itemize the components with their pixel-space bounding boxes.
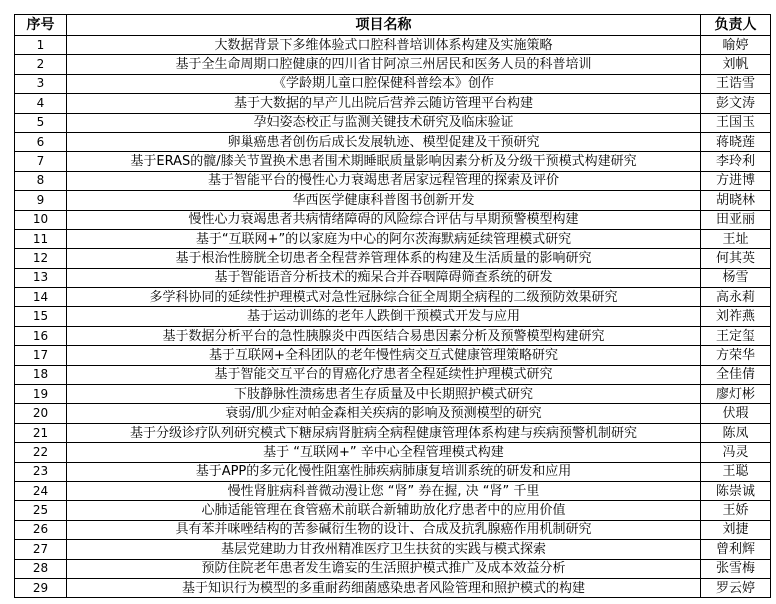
row-project-name: 基于智能语音分析技术的痴呆合并吞咽障碍筛查系统的研发 xyxy=(67,268,701,287)
row-index: 19 xyxy=(15,385,67,404)
table-row xyxy=(15,74,771,93)
row-owner: 冯灵 xyxy=(701,443,771,462)
row-project-name: 孕妇姿态校正与监测关键技术研究及临床验证 xyxy=(67,113,701,132)
row-owner: 杨雪 xyxy=(701,268,771,287)
header-index: 序号 xyxy=(15,15,67,36)
table-row xyxy=(15,501,771,520)
row-project-name: 基于根治性膀胱全切患者全程营养管理体系的构建及生活质量的影响研究 xyxy=(67,249,701,268)
row-owner: 王定玺 xyxy=(701,326,771,345)
table-row xyxy=(15,559,771,578)
row-project-name: 基于APP的多元化慢性阻塞性肺疾病肺康复培训系统的研发和应用 xyxy=(67,462,701,481)
table-row xyxy=(15,36,771,55)
row-index: 10 xyxy=(15,210,67,229)
row-index: 29 xyxy=(15,578,67,597)
row-owner: 田亚丽 xyxy=(701,210,771,229)
row-index: 8 xyxy=(15,171,67,190)
table-row xyxy=(15,520,771,539)
row-index: 2 xyxy=(15,55,67,74)
row-index: 1 xyxy=(15,36,67,55)
row-owner: 陈崇诚 xyxy=(701,481,771,500)
table-row xyxy=(15,229,771,248)
row-project-name: 基于全生命周期口腔健康的四川省甘阿凉三州居民和医务人员的科普培训 xyxy=(67,55,701,74)
row-project-name: 衰弱/肌少症对帕金森相关疾病的影响及预测模型的研究 xyxy=(67,404,701,423)
table-row xyxy=(15,210,771,229)
row-owner: 刘捷 xyxy=(701,520,771,539)
row-owner: 刘帆 xyxy=(701,55,771,74)
row-index: 4 xyxy=(15,94,67,113)
table-row xyxy=(15,307,771,326)
row-index: 25 xyxy=(15,501,67,520)
row-project-name: 基于ERAS的髋/膝关节置换术患者围术期睡眠质量影响因素分析及分级干预模式构建研究 xyxy=(67,152,701,171)
row-owner: 王娇 xyxy=(701,501,771,520)
row-project-name: 基于知识行为模型的多重耐药细菌感染患者风险管理和照护模式的构建 xyxy=(67,578,701,597)
table-row xyxy=(15,423,771,442)
table-row xyxy=(15,404,771,423)
row-project-name: 基于分级诊疗队列研究模式下糖尿病肾脏病全病程健康管理体系构建与疾病预警机制研究 xyxy=(67,423,701,442)
table-row xyxy=(15,578,771,597)
row-index: 23 xyxy=(15,462,67,481)
table-row xyxy=(15,268,771,287)
row-owner: 伏瑕 xyxy=(701,404,771,423)
header-owner: 负责人 xyxy=(701,15,771,36)
row-index: 12 xyxy=(15,249,67,268)
row-index: 17 xyxy=(15,346,67,365)
row-owner: 陈凤 xyxy=(701,423,771,442)
row-project-name: 多学科协同的延续性护理模式对急性冠脉综合征全周期全病程的二级预防效果研究 xyxy=(67,288,701,307)
row-index: 27 xyxy=(15,540,67,559)
row-project-name: 基于智能交互平台的胃癌化疗患者全程延续性护理模式研究 xyxy=(67,365,701,384)
row-index: 21 xyxy=(15,423,67,442)
row-owner: 王址 xyxy=(701,229,771,248)
row-index: 22 xyxy=(15,443,67,462)
project-table xyxy=(14,14,771,598)
table-row xyxy=(15,191,771,210)
row-project-name: 基于智能平台的慢性心力衰竭患者居家远程管理的探索及评价 xyxy=(67,171,701,190)
row-owner: 喻婷 xyxy=(701,36,771,55)
row-project-name: 华西医学健康科普图书创新开发 xyxy=(67,191,701,210)
row-owner: 蒋晓莲 xyxy=(701,132,771,151)
row-index: 3 xyxy=(15,74,67,93)
row-index: 20 xyxy=(15,404,67,423)
row-index: 15 xyxy=(15,307,67,326)
row-index: 13 xyxy=(15,268,67,287)
row-project-name: 慢性肾脏病科普微动漫让您 “肾” 券在握, 决 “肾” 千里 xyxy=(67,481,701,500)
row-project-name: 心肺适能管理在食管癌术前联合新辅助放化疗患者中的应用价值 xyxy=(67,501,701,520)
table-row xyxy=(15,152,771,171)
row-owner: 廖灯彬 xyxy=(701,385,771,404)
row-owner: 高永莉 xyxy=(701,288,771,307)
table-row xyxy=(15,132,771,151)
row-project-name: 下肢静脉性溃疡患者生存质量及中长期照护模式研究 xyxy=(67,385,701,404)
row-owner: 李玲利 xyxy=(701,152,771,171)
table-row xyxy=(15,249,771,268)
row-owner: 王国玉 xyxy=(701,113,771,132)
row-index: 6 xyxy=(15,132,67,151)
row-project-name: 基于运动训练的老年人跌倒干预模式开发与应用 xyxy=(67,307,701,326)
table-row xyxy=(15,481,771,500)
row-project-name: 卵巢癌患者创伤后成长发展轨迹、模型促建及干预研究 xyxy=(67,132,701,151)
row-project-name: 基层党建助力甘孜州精准医疗卫生扶贫的实践与模式探索 xyxy=(67,540,701,559)
row-project-name: 基于“互联网+”的以家庭为中心的阿尔茨海默病延续管理模式研究 xyxy=(67,229,701,248)
row-index: 26 xyxy=(15,520,67,539)
row-index: 16 xyxy=(15,326,67,345)
row-index: 28 xyxy=(15,559,67,578)
row-index: 9 xyxy=(15,191,67,210)
row-owner: 何其英 xyxy=(701,249,771,268)
row-index: 5 xyxy=(15,113,67,132)
row-project-name: 基于数据分析平台的急性胰腺炎中西医结合易患因素分析及预警模型构建研究 xyxy=(67,326,701,345)
table-row xyxy=(15,288,771,307)
row-project-name: 大数据背景下多维体验式口腔科普培训体系构建及实施策略 xyxy=(67,36,701,55)
row-project-name: 基于互联网+全科团队的老年慢性病交互式健康管理策略研究 xyxy=(67,346,701,365)
table-row xyxy=(15,540,771,559)
table-body xyxy=(15,36,771,598)
row-project-name: 具有苯并咪唑结构的苦参碱衍生物的设计、合成及抗乳腺癌作用机制研究 xyxy=(67,520,701,539)
header-name: 项目名称 xyxy=(67,15,701,36)
row-index: 18 xyxy=(15,365,67,384)
table-row xyxy=(15,113,771,132)
row-owner: 全佳倩 xyxy=(701,365,771,384)
row-project-name: 预防住院老年患者发生谵妄的生活照护模式推广及成本效益分析 xyxy=(67,559,701,578)
row-owner: 张雪梅 xyxy=(701,559,771,578)
table-row xyxy=(15,326,771,345)
header-row xyxy=(15,15,771,36)
row-owner: 王聪 xyxy=(701,462,771,481)
row-index: 24 xyxy=(15,481,67,500)
table-row xyxy=(15,55,771,74)
row-owner: 刘祚燕 xyxy=(701,307,771,326)
row-owner: 胡晓林 xyxy=(701,191,771,210)
row-index: 7 xyxy=(15,152,67,171)
table-row xyxy=(15,365,771,384)
row-project-name: 基于 “互联网+” 辛中心全程管理模式构建 xyxy=(67,443,701,462)
table-row xyxy=(15,94,771,113)
table-row xyxy=(15,443,771,462)
row-project-name: 慢性心力衰竭患者共病情绪障碍的风险综合评估与早期预警模型构建 xyxy=(67,210,701,229)
row-owner: 曾利辉 xyxy=(701,540,771,559)
row-index: 14 xyxy=(15,288,67,307)
table-row xyxy=(15,462,771,481)
row-index: 11 xyxy=(15,229,67,248)
row-owner: 王诰雪 xyxy=(701,74,771,93)
table-row xyxy=(15,385,771,404)
row-owner: 彭文涛 xyxy=(701,94,771,113)
row-owner: 方进博 xyxy=(701,171,771,190)
table-row xyxy=(15,346,771,365)
row-owner: 方荣华 xyxy=(701,346,771,365)
row-owner: 罗云婷 xyxy=(701,578,771,597)
row-project-name: 基于大数据的早产儿出院后营养云随访管理平台构建 xyxy=(67,94,701,113)
row-project-name: 《学龄期儿童口腔保健科普绘本》创作 xyxy=(67,74,701,93)
table-row xyxy=(15,171,771,190)
